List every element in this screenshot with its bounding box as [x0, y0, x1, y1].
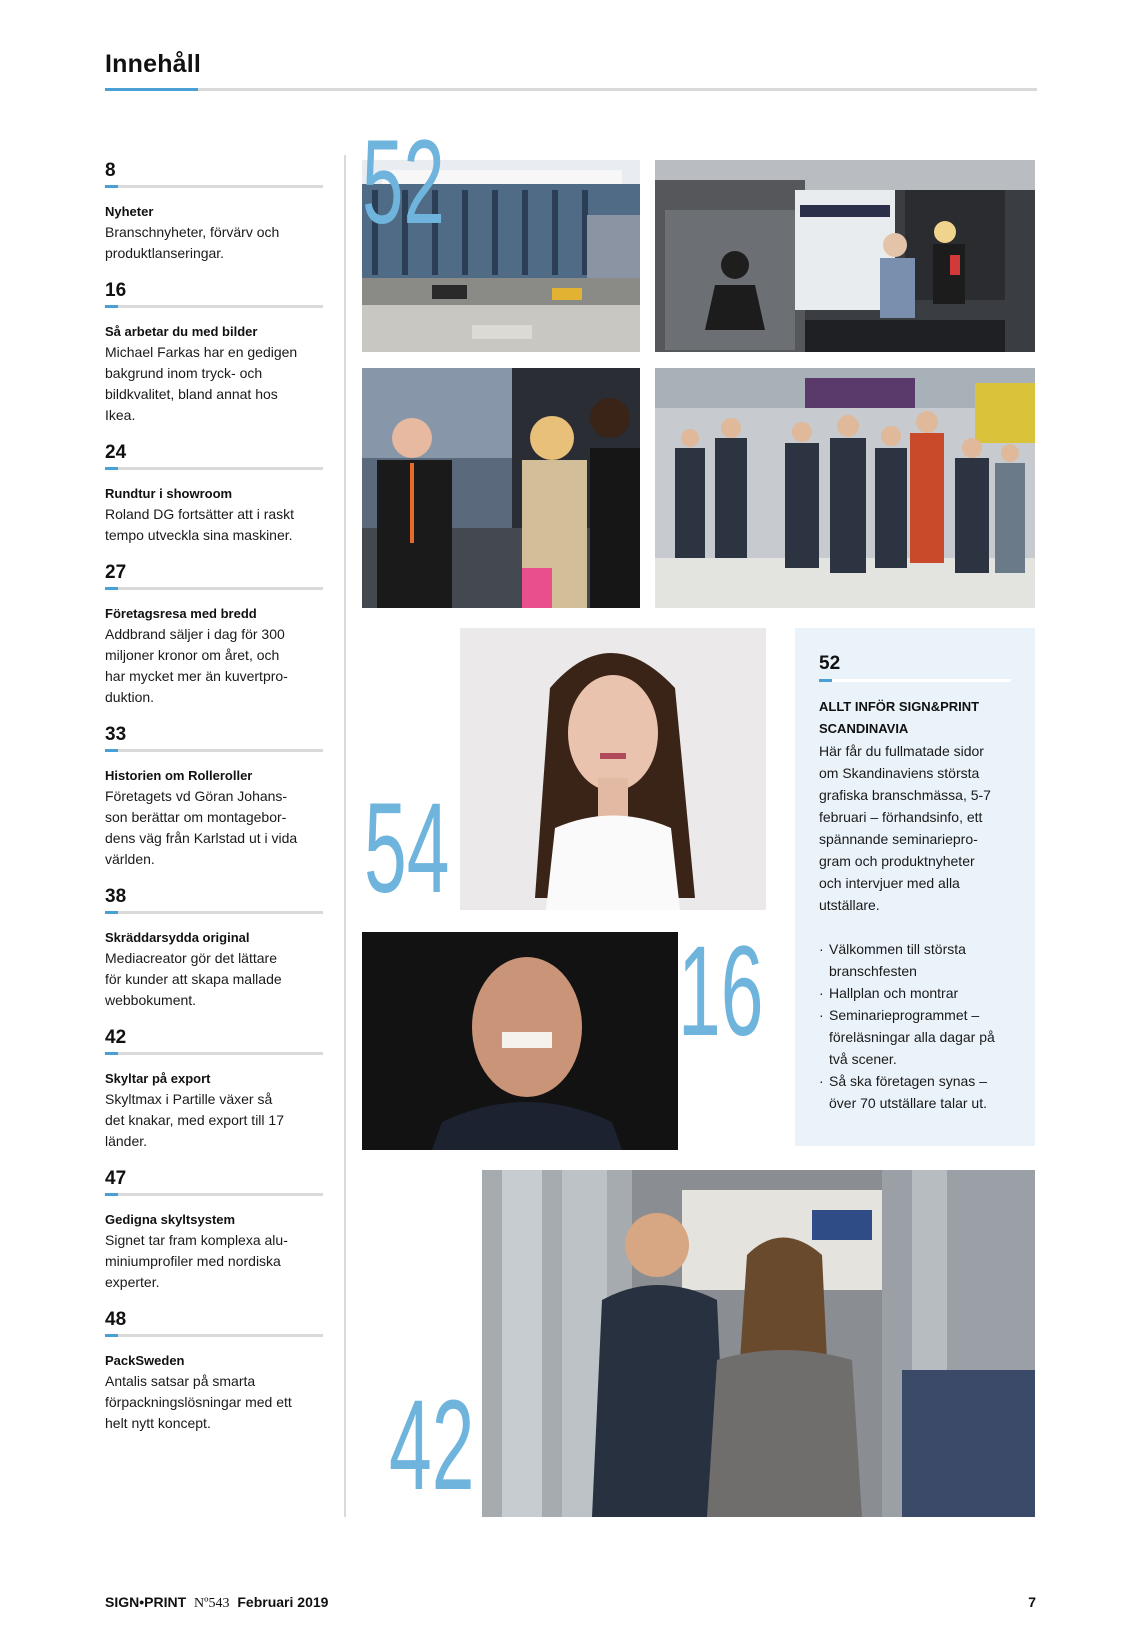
feature-desc-line: spännande seminariepro-	[819, 831, 978, 847]
footer	[105, 1594, 328, 1612]
toc-page-number: 38	[105, 886, 127, 907]
page-title: Innehåll	[105, 50, 202, 78]
toc-description-line: Skyltmax i Partille växer så	[105, 1091, 273, 1107]
toc-description-line: Mediacreator gör det lättare	[105, 950, 277, 966]
toc-description-line: bakgrund inom tryck- och	[105, 365, 263, 381]
toc-description-line: för kunder att skapa mallade	[105, 971, 282, 987]
toc-description-line: tempo utveckla sina maskiner.	[105, 527, 293, 543]
toc-entry[interactable]	[105, 160, 323, 264]
big-number-54: 54	[364, 777, 450, 920]
feature-bullet-line: över 70 utställare talar ut.	[829, 1095, 987, 1111]
toc-description-line: bildkvalitet, bland annat hos	[105, 386, 278, 402]
feature-desc-line: februari – förhandsinfo, ett	[819, 809, 983, 825]
toc-entry[interactable]	[105, 1027, 323, 1152]
toc-heading: Historien om Rolleroller	[105, 768, 253, 783]
toc-heading: PackSweden	[105, 1353, 185, 1368]
toc-heading: Gedigna skyltsystem	[105, 1212, 236, 1227]
toc-page-number: 33	[105, 724, 127, 745]
toc-description-line: dens väg från Karlstad ut i vida	[105, 830, 298, 846]
toc-rule	[105, 749, 323, 752]
toc-page-number: 42	[105, 1027, 127, 1048]
feature-desc-line: Här får du fullmatade sidor	[819, 743, 984, 759]
toc-rule	[105, 1334, 323, 1337]
toc-rule	[105, 1052, 323, 1055]
feature-rule	[819, 679, 1011, 682]
feature-desc-line: gram och produktnyheter	[819, 853, 975, 869]
feature-heading-line: ALLT INFÖR SIGN&PRINT	[819, 699, 980, 714]
table-of-contents	[105, 160, 323, 1450]
feature-bullet-line: · Seminarieprogrammet –	[829, 1007, 980, 1023]
page-number: 7	[1028, 1594, 1036, 1610]
toc-entry[interactable]	[105, 724, 323, 870]
feature-bullet-line: · Så ska företagen synas –	[829, 1073, 987, 1089]
feature-bullet-line: föreläsningar alla dagar på	[829, 1029, 995, 1045]
toc-description-line: Företagets vd Göran Johans-	[105, 788, 288, 804]
toc-page-number: 47	[105, 1168, 127, 1189]
footer-brand: SIGN•PRINT	[105, 1594, 187, 1610]
toc-page-number: 24	[105, 442, 127, 463]
photo-visitors-group	[362, 368, 640, 608]
toc-description-line: Addbrand säljer i dag för 300	[105, 626, 285, 642]
feature-desc-line: grafiska branschmässa, 5-7	[819, 787, 991, 803]
feature-desc-line: utställare.	[819, 897, 880, 913]
feature-bullet-line: branschfesten	[829, 963, 917, 979]
title-rule	[105, 88, 1037, 91]
toc-description-line: Michael Farkas har en gedigen	[105, 344, 298, 360]
feature-bullet-line: två scener.	[829, 1051, 897, 1067]
toc-description-line: Ikea.	[105, 407, 136, 423]
feature-bullet-list	[819, 938, 1011, 1114]
feature-bullet-line: · Välkommen till största	[829, 941, 966, 957]
toc-rule	[105, 185, 323, 188]
toc-description-line: miniumprofiler med nordiska	[105, 1253, 281, 1269]
toc-page-number: 8	[105, 160, 116, 181]
toc-description-line: länder.	[105, 1133, 148, 1149]
footer-date: Februari 2019	[237, 1594, 329, 1610]
toc-description-line: son berättar om montagebor-	[105, 809, 287, 825]
toc-description-line: har mycket mer än kuvertpro-	[105, 668, 288, 684]
toc-description-line: helt nytt koncept.	[105, 1415, 211, 1431]
toc-entry[interactable]	[105, 442, 323, 546]
feature-box	[795, 628, 1035, 1146]
toc-description-line: Roland DG fortsätter att i raskt	[105, 506, 295, 522]
toc-heading: Så arbetar du med bilder	[105, 324, 258, 339]
title-rule-accent	[105, 88, 198, 91]
feature-desc-line: om Skandinaviens största	[819, 765, 980, 781]
toc-heading: Företagsresa med bredd	[105, 606, 257, 621]
toc-heading: Rundtur i showroom	[105, 486, 233, 501]
feature-page-number: 52	[819, 653, 841, 674]
toc-heading: Skyltar på export	[105, 1071, 211, 1086]
feature-bullet-line: · Hallplan och montrar	[829, 985, 959, 1001]
toc-description-line: Branschnyheter, förvärv och	[105, 224, 280, 240]
toc-description-line: världen.	[105, 851, 155, 867]
photo-workshop-people	[482, 1170, 1035, 1517]
toc-entry[interactable]	[105, 1168, 323, 1293]
big-number-52: 52	[362, 115, 445, 249]
footer-issue: Nº543	[194, 1596, 230, 1611]
toc-rule	[105, 587, 323, 590]
feature-bullet	[819, 938, 1011, 982]
toc-entry[interactable]	[105, 562, 323, 708]
toc-entry[interactable]	[105, 886, 323, 1011]
toc-rule	[105, 911, 323, 914]
toc-page-number: 16	[105, 280, 127, 301]
feature-desc-line: och intervjuer med alla	[819, 875, 960, 891]
toc-rule	[105, 467, 323, 470]
toc-description-line: webbokument.	[105, 992, 197, 1008]
big-number-16: 16	[678, 920, 764, 1063]
toc-page-number: 27	[105, 562, 127, 583]
feature-bullet	[819, 1004, 1011, 1070]
photo-portrait-woman	[460, 628, 766, 910]
toc-description-line: miljoner kronor om året, och	[105, 647, 280, 663]
photo-portrait-man	[362, 932, 678, 1150]
toc-description-line: produktlanseringar.	[105, 245, 225, 261]
feature-bullet	[819, 982, 1011, 1004]
toc-description-line: experter.	[105, 1274, 160, 1290]
toc-description-line: Antalis satsar på smarta	[105, 1373, 256, 1389]
toc-heading: Skräddarsydda original	[105, 930, 250, 945]
toc-description-line: duktion.	[105, 689, 155, 705]
toc-rule	[105, 305, 323, 308]
big-number-42: 42	[389, 1374, 475, 1517]
toc-entry[interactable]	[105, 280, 323, 426]
column-divider	[344, 155, 346, 1517]
toc-page-number: 48	[105, 1309, 127, 1330]
feature-heading-line: SCANDINAVIA	[819, 721, 909, 736]
toc-rule	[105, 1193, 323, 1196]
toc-description-line: förpackningslösningar med ett	[105, 1394, 292, 1410]
toc-description-line: Signet tar fram komplexa alu-	[105, 1232, 288, 1248]
toc-description-line: det knakar, med export till 17	[105, 1112, 284, 1128]
feature-description	[819, 740, 1011, 916]
photo-crowd	[655, 368, 1035, 608]
photo-exhibition-booth	[655, 160, 1035, 352]
toc-heading: Nyheter	[105, 204, 154, 219]
feature-bullet	[819, 1070, 1011, 1114]
toc-entry[interactable]	[105, 1309, 323, 1434]
